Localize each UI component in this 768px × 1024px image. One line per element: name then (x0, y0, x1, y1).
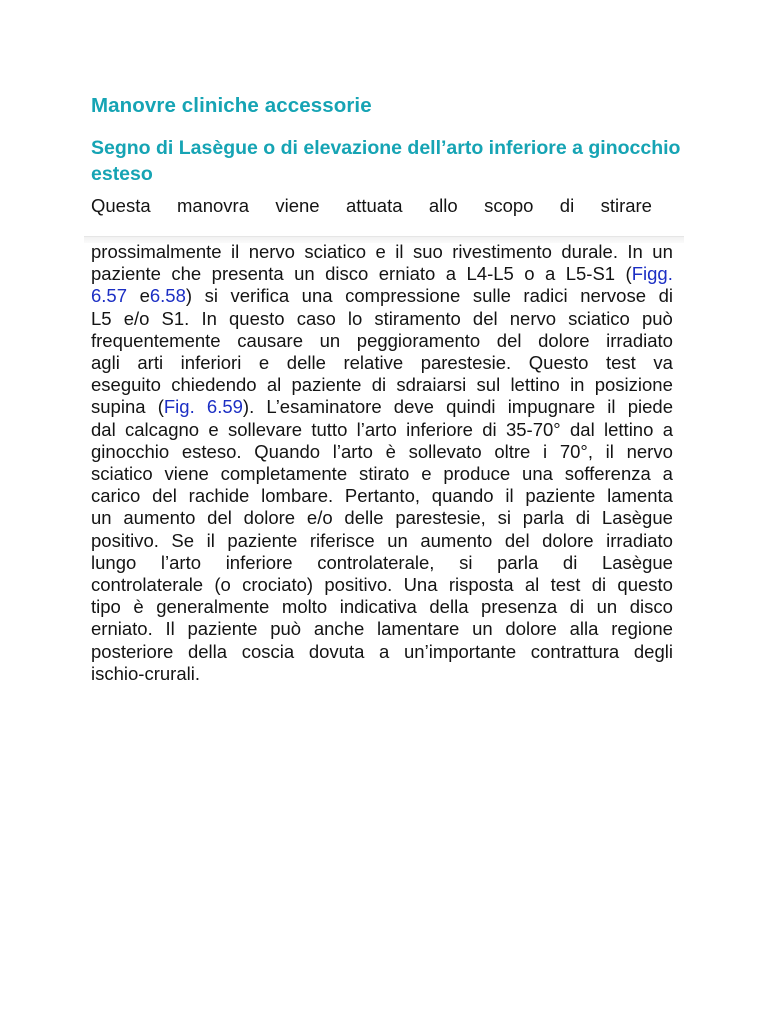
paragraph-word: sciatico (568, 307, 630, 329)
paragraph-word: erniato (378, 263, 436, 285)
figure-reference-link[interactable]: 6.58 (149, 285, 186, 307)
paragraph-word: anche (313, 618, 365, 640)
paragraph-word: in (570, 374, 585, 396)
paragraph-word: dolore (505, 618, 557, 640)
paragraph-word: va (653, 352, 673, 373)
paragraph-line (91, 463, 673, 485)
paragraph-word: è (133, 596, 144, 618)
paragraph-word: paziente (525, 485, 596, 507)
paragraph-first-line (91, 193, 652, 219)
paragraph-word: quindi (446, 396, 496, 418)
paragraph-word: dal (570, 418, 595, 440)
paragraph-word: 35-70° (505, 418, 561, 440)
paragraph-word: durale. (561, 241, 618, 262)
paragraph-line (91, 352, 673, 374)
paragraph-word: i (543, 440, 548, 462)
paragraph-word: irradiato (606, 329, 673, 351)
paragraph-word: un (387, 529, 408, 551)
paragraph-word: relative (343, 352, 404, 373)
paragraph-word: nervo (626, 440, 673, 462)
paragraph-word: controlaterale (91, 574, 204, 595)
paragraph-word: rachide (188, 485, 250, 507)
paragraph-word: sofferenza (564, 463, 651, 484)
paragraph-word: viene (164, 463, 209, 484)
paragraph-word: il (206, 529, 215, 551)
paragraph-word: L4-L5 (466, 263, 514, 285)
paragraph-word: tipo (91, 596, 121, 618)
paragraph-word: del (152, 485, 177, 507)
paragraph-word: un (472, 618, 493, 640)
paragraph-word: causare (237, 329, 304, 351)
paragraph-word: radici (523, 285, 568, 307)
figure-reference-link[interactable]: 6.57 (91, 285, 128, 307)
paragraph-word: sciatico (91, 463, 153, 484)
paragraph-word: test (550, 574, 581, 595)
paragraph-word: di (562, 551, 578, 573)
paragraph-word: parestesie, (395, 507, 486, 529)
paragraph-word: o (524, 263, 535, 285)
paragraph-word: quando (431, 485, 494, 507)
paragraph-word: una (301, 285, 333, 307)
paragraph-word: lettino (604, 418, 654, 440)
paragraph-word: In (627, 241, 643, 262)
paragraph-word (91, 285, 127, 307)
paragraph-word: paziente (187, 618, 258, 640)
paragraph-word: di (482, 418, 497, 440)
paragraph-word: lo (347, 307, 363, 329)
paragraph-word: di (371, 374, 387, 396)
paragraph-word: al (266, 374, 282, 396)
paragraph-word: inferiore (406, 418, 473, 440)
paragraph-word: nervo (509, 307, 557, 329)
paragraph-word: e6.58) (139, 285, 193, 307)
figure-reference-link[interactable]: Fig. (163, 396, 195, 418)
paragraph-word: generalmente (156, 596, 270, 618)
paragraph-word: (o (214, 574, 231, 595)
paragraph-line (91, 507, 673, 529)
paragraph-word: prossimalmente (91, 241, 222, 262)
paragraph-word: a (662, 418, 673, 440)
paragraph-word: parestesie. (420, 352, 512, 373)
paragraph-line (91, 419, 673, 441)
paragraph-word: un (294, 263, 315, 285)
paragraph-word: 70°, (559, 440, 593, 462)
paragraph-word: del (207, 507, 232, 529)
paragraph-word: e/o (123, 307, 150, 329)
paragraph-word: alla (569, 618, 599, 640)
paragraph-word: Quando (254, 440, 321, 462)
paragraph-word: arti (137, 352, 164, 373)
paragraph-word: sulle (472, 285, 511, 307)
paragraph-word: rivestimento (452, 241, 552, 262)
paragraph-word: stiramento (374, 307, 461, 329)
paragraph-word: contrattura (530, 640, 620, 662)
paragraph-word: questo (617, 574, 673, 595)
paragraph-word: si (459, 551, 473, 573)
paragraph-word: lettino (510, 374, 560, 396)
paragraph-word: il (607, 396, 616, 418)
paragraph-word: L5-S1 (565, 263, 616, 285)
paragraph-word: posteriore (91, 640, 174, 662)
paragraph-word: sdraiarsi (396, 374, 467, 396)
paragraph-word: il (505, 485, 514, 507)
paragraph-line (91, 641, 673, 663)
paragraph-word: un (91, 507, 112, 529)
paragraph-word: che (171, 263, 202, 285)
paragraph-word: frequentemente (91, 329, 221, 351)
paragraph-word: posizione (594, 374, 673, 396)
paragraph-word: lungo (91, 551, 137, 573)
paragraph-word: L5 (91, 307, 112, 329)
paragraph-word: di (569, 596, 585, 618)
paragraph-word: dolore (243, 507, 296, 529)
paragraph-word: Lasègue (601, 551, 673, 573)
paragraph-word: molto (281, 596, 328, 618)
paragraph-word: degli (633, 640, 673, 662)
paragraph-line (91, 263, 673, 285)
paragraph-word: l’arto (160, 551, 202, 573)
paragraph-line (91, 530, 673, 552)
paragraph-word: nervose (580, 285, 647, 307)
paragraph-line (91, 663, 673, 685)
paragraph-word: aumento (123, 507, 196, 529)
paragraph-word: ginocchio (91, 440, 170, 462)
paragraph-word: lombare. (261, 485, 334, 507)
paragraph-word: nervo (248, 241, 295, 262)
paragraph-word: positivo. (324, 574, 393, 595)
paragraph-word: chiedendo (171, 374, 257, 396)
figure-reference-link[interactable]: 6.59 (206, 396, 243, 418)
paragraph-word: e (421, 463, 432, 484)
paragraph-word: regione (611, 618, 673, 640)
paragraph-word: oltre (494, 440, 531, 462)
paragraph-word: tutto (311, 418, 348, 440)
paragraph-word: paziente (227, 529, 298, 551)
paragraph-word: una (522, 463, 553, 484)
paragraph-word: esteso. (181, 440, 242, 462)
paragraph-word: delle (286, 352, 326, 373)
paragraph-word: agli (91, 352, 120, 373)
paragraph-word: L’esaminatore (266, 396, 382, 418)
paragraph-word: l’arto (332, 440, 373, 462)
paragraph-word: crociato) (242, 574, 314, 595)
paragraph-word: il (605, 440, 614, 462)
paragraph-word: questo (229, 307, 285, 329)
paragraph-word: peggioramento (356, 329, 481, 351)
paragraph-word: e (375, 241, 386, 262)
paragraph-line (91, 618, 673, 640)
paragraph-word: positivo. (91, 529, 159, 551)
paragraph-word: e (208, 418, 219, 440)
paragraph-word: stirato (358, 463, 410, 484)
first-line-word: stirare (600, 195, 652, 216)
section-title: Manovre cliniche accessorie (91, 94, 372, 117)
paragraph-word: e/o (306, 507, 333, 529)
paragraph-line (91, 396, 673, 418)
paragraph-word: erniato. (91, 618, 153, 640)
paragraph-line (91, 552, 673, 574)
paragraph-word: un (319, 329, 341, 351)
paragraph-line (91, 596, 673, 618)
paragraph-word: indicativa (339, 596, 417, 618)
paragraph-word: Una (403, 574, 438, 595)
paragraph-word: di (658, 285, 673, 307)
paragraph-word: un (596, 596, 618, 618)
paragraph-word: a (545, 263, 556, 285)
paragraph-word: sciatico (304, 241, 367, 262)
paragraph-word: (Fig. (157, 396, 195, 418)
first-line-word: allo (428, 195, 458, 216)
paragraph-word: può (641, 307, 673, 329)
paragraph-word: irradiato (606, 529, 673, 551)
paragraph-word: disco (325, 263, 369, 285)
paragraph-word: è (385, 440, 396, 462)
paragraph-word: suo (412, 241, 443, 262)
paragraph-word: sul (476, 374, 501, 396)
paragraph-word: parla (522, 507, 564, 529)
paragraph-word: del (472, 307, 498, 329)
paragraph-word: parla (497, 551, 539, 573)
paragraph-word: 6.59). (206, 396, 255, 418)
paragraph-line (91, 285, 673, 307)
paragraph-word: verifica (230, 285, 290, 307)
paragraph-line (91, 241, 673, 263)
paragraph-word: il (395, 241, 404, 262)
paragraph-word: lamenta (607, 485, 673, 507)
paragraph-word: (Figg. (625, 263, 673, 285)
paragraph-word: riferisce (309, 529, 375, 551)
paragraph-word: dovuta (308, 640, 365, 662)
paragraph-word: compressione (345, 285, 461, 307)
paragraph-line (91, 308, 673, 330)
paragraph-line (91, 374, 673, 396)
paragraph-word: Se (171, 529, 195, 551)
paragraph-line (91, 485, 673, 507)
paragraph-word: il (231, 241, 240, 262)
paragraph-word: piede (627, 396, 673, 418)
paragraph-word: paziente (91, 263, 161, 285)
paragraph-word: produce (443, 463, 511, 484)
paragraph-line (91, 574, 673, 596)
first-line-word: scopo (484, 195, 534, 216)
paragraph-word: carico (91, 485, 141, 507)
paragraph-word: supina (91, 396, 146, 418)
paragraph-word: di (591, 574, 607, 595)
paragraph-word: del (496, 329, 522, 351)
paragraph-word: l’arto (356, 418, 397, 440)
paragraph-word: un (652, 241, 673, 262)
first-line-word: manovra (177, 195, 249, 216)
paragraph-line (91, 330, 673, 352)
paragraph-word: Lasègue (601, 507, 673, 529)
paragraph-word: sollevato (408, 440, 482, 462)
paragraph-word: aumento (420, 529, 493, 551)
subsection-title: Segno di Lasègue o di elevazione dell’arto inferiore a ginocchio esteso (91, 137, 681, 185)
paragraph-word: inferiori (180, 352, 242, 373)
paragraph-word: paziente (291, 374, 362, 396)
first-line-word: attuata (345, 195, 403, 216)
paragraph-word: e (258, 352, 270, 373)
paragraph-word: sollevare (228, 418, 303, 440)
paragraph-word: impugnare (507, 396, 596, 418)
paragraph-word: può (270, 618, 302, 640)
paragraph-word: a (445, 263, 457, 285)
paragraph-word: test (606, 352, 636, 373)
paragraph-word: a (662, 463, 673, 484)
paragraph-word: calcagno (125, 418, 200, 440)
paragraph-word: al (524, 574, 540, 595)
paragraph-word: disco (629, 596, 673, 618)
paragraph-word: risposta (448, 574, 514, 595)
paragraph-word: dolore (538, 329, 590, 351)
paragraph-word: Il (165, 618, 175, 640)
paragraph-word: delle (344, 507, 384, 529)
paragraph-word: a (379, 640, 390, 662)
figure-reference-link[interactable]: Figg. (631, 263, 673, 285)
paragraph-word: della (187, 640, 228, 662)
paragraph-word: del (504, 529, 530, 551)
first-line-word: di (559, 195, 575, 216)
paragraph-word: controlaterale, (317, 551, 435, 573)
paragraph-word: un’importante (404, 640, 517, 662)
first-line-word: Questa (91, 195, 151, 216)
paragraph-word: si (497, 507, 511, 529)
paragraph-word: dolore (542, 529, 594, 551)
paragraph-word: In (201, 307, 217, 329)
paragraph-line (91, 441, 673, 463)
paragraph-word: Pertanto, (344, 485, 420, 507)
paragraph-word: deve (393, 396, 434, 418)
paragraph-word: si (204, 285, 218, 307)
first-line-word: viene (275, 195, 320, 216)
paragraph-word: presenta (211, 263, 284, 285)
paragraph-word: Questo (528, 352, 589, 373)
paragraph-word: dal (91, 418, 116, 440)
paragraph-word: completamente (220, 463, 348, 484)
paragraph-word: caso (296, 307, 336, 329)
paragraph-word: di (575, 507, 591, 529)
paragraph-word: ischio-crurali. (91, 662, 200, 684)
paragraph-word: presenza (481, 596, 558, 618)
paragraph-word: eseguito (91, 374, 161, 396)
paragraph-word: lamentare (377, 618, 460, 640)
paragraph-word: coscia (241, 640, 295, 662)
paragraph-word: della (429, 596, 469, 618)
paragraph-word: S1. (161, 307, 190, 329)
paragraph-word: inferiore (225, 551, 293, 573)
